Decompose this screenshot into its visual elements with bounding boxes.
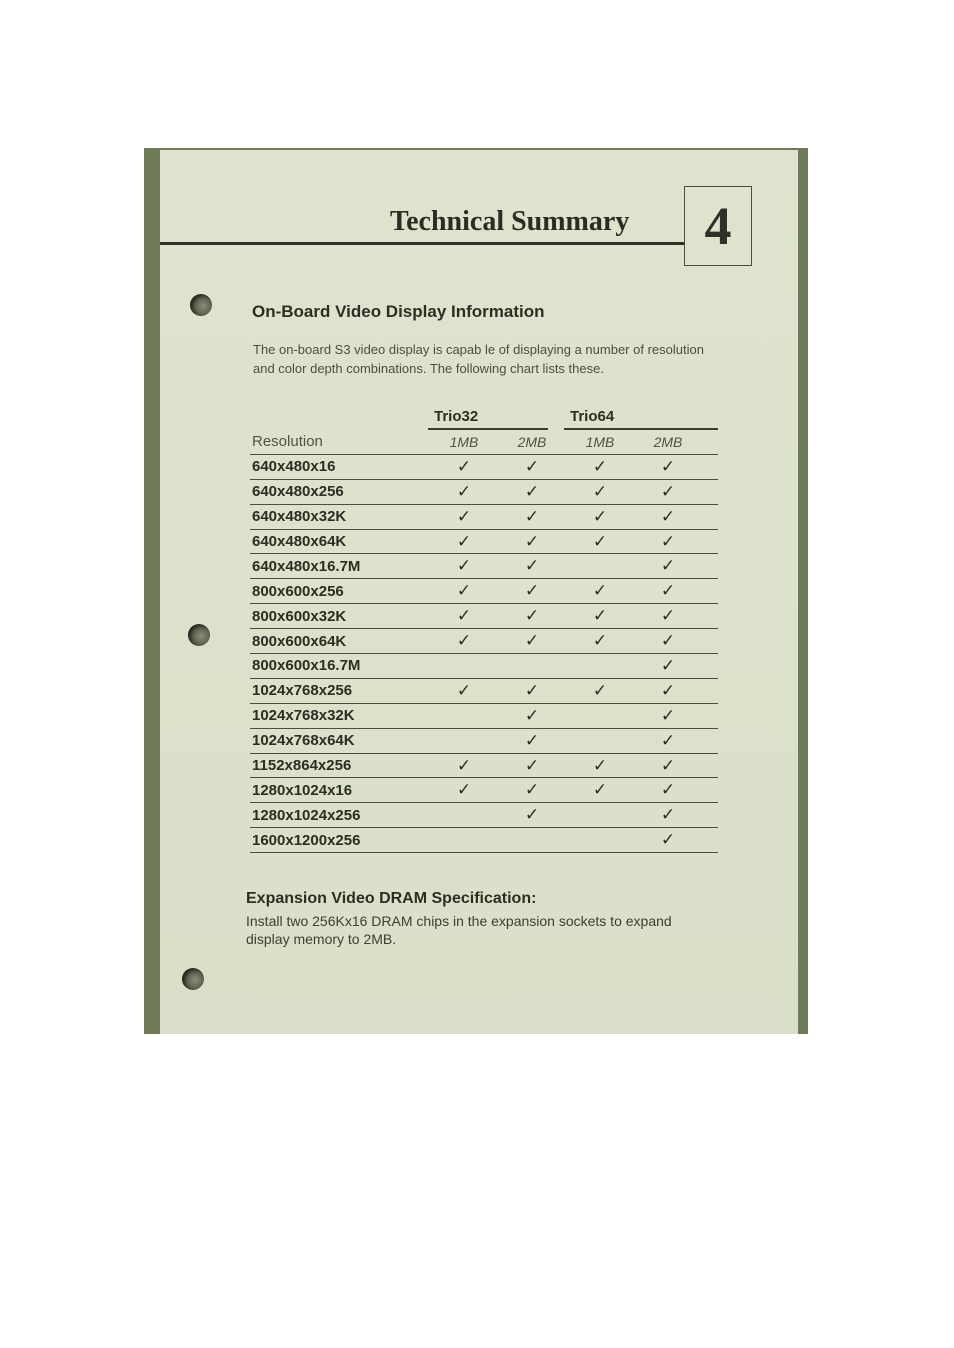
binder-hole-icon: [188, 624, 210, 646]
resolution-label: 1024x768x256: [252, 682, 353, 700]
support-check-icon: ✓: [524, 680, 540, 700]
table-row: [250, 803, 718, 828]
support-check-icon: ✓: [592, 531, 608, 551]
resolution-label: 640x480x256: [252, 483, 344, 501]
support-check-icon: ✓: [660, 556, 676, 576]
support-check-icon: ✓: [456, 531, 472, 551]
resolution-label: 1280x1024x16: [252, 781, 353, 799]
resolution-label: 640x480x16.7M: [252, 557, 361, 575]
support-check-icon: ✓: [456, 556, 472, 576]
support-check-icon: ✓: [660, 531, 676, 551]
resolution-label: 1024x768x32K: [252, 707, 355, 725]
table-row: [250, 554, 718, 579]
resolution-table: [250, 406, 718, 853]
support-check-icon: ✓: [660, 730, 676, 750]
table-row: [250, 604, 718, 629]
support-check-icon: ✓: [592, 456, 608, 476]
resolution-label: 800x600x64K: [252, 632, 347, 650]
binder-hole-icon: [182, 968, 204, 990]
support-check-icon: ✓: [592, 780, 608, 800]
page-title: Technical Summary: [390, 206, 630, 237]
support-check-icon: ✓: [524, 506, 540, 526]
table-row: [250, 629, 718, 654]
support-check-icon: ✓: [524, 730, 540, 750]
support-check-icon: ✓: [592, 506, 608, 526]
document-photo: [144, 148, 808, 1034]
resolution-label: 640x480x64K: [252, 533, 347, 550]
support-check-icon: ✓: [660, 755, 676, 775]
support-check-icon: ✓: [660, 805, 676, 825]
support-check-icon: ✓: [660, 581, 676, 601]
table-row: [250, 530, 718, 555]
support-check-icon: ✓: [592, 755, 608, 775]
manual-page: [160, 150, 798, 1034]
support-check-icon: ✓: [660, 830, 676, 850]
table-row: [250, 579, 718, 604]
column-header-resolution: Resolution: [252, 433, 323, 451]
group-label-trio32: Trio32: [434, 408, 479, 425]
table-header-row: [250, 430, 718, 455]
support-check-icon: ✓: [660, 481, 676, 501]
table-row: [250, 754, 718, 779]
support-check-icon: ✓: [524, 556, 540, 576]
support-check-icon: ✓: [660, 456, 676, 476]
table-row: [250, 704, 718, 729]
support-check-icon: ✓: [456, 506, 472, 526]
chapter-number: 4: [684, 186, 752, 266]
support-check-icon: ✓: [524, 606, 540, 626]
column-header-trio32-1mb: 1MB: [449, 433, 479, 450]
support-check-icon: ✓: [524, 780, 540, 800]
support-check-icon: ✓: [524, 755, 540, 775]
table-row: [250, 505, 718, 530]
resolution-label: 1600x1200x256: [252, 831, 361, 849]
table-body: [250, 430, 718, 853]
support-check-icon: ✓: [456, 631, 472, 651]
support-check-icon: ✓: [524, 456, 540, 476]
support-check-icon: ✓: [660, 780, 676, 800]
support-check-icon: ✓: [660, 680, 676, 700]
table-row: [250, 679, 718, 704]
support-check-icon: ✓: [524, 581, 540, 601]
support-check-icon: ✓: [592, 481, 608, 501]
resolution-label: 1152x864x256: [252, 757, 352, 775]
support-check-icon: ✓: [524, 631, 540, 651]
support-check-icon: ✓: [456, 780, 472, 800]
support-check-icon: ✓: [660, 506, 676, 526]
group-label-trio64: Trio64: [570, 408, 615, 425]
header-rule: [160, 242, 684, 245]
group-underline: [428, 428, 548, 430]
support-check-icon: ✓: [456, 680, 472, 700]
support-check-icon: ✓: [592, 631, 608, 651]
column-header-trio32-2mb: 2MB: [517, 433, 547, 450]
resolution-label: 800x600x256: [252, 582, 344, 600]
support-check-icon: ✓: [524, 805, 540, 825]
support-check-icon: ✓: [456, 481, 472, 501]
support-check-icon: ✓: [456, 755, 472, 775]
table-row: [250, 480, 718, 505]
support-check-icon: ✓: [660, 631, 676, 651]
column-header-trio64-2mb: 2MB: [653, 433, 683, 450]
intro-paragraph: The on-board S3 video display is capab le of displaying a number of resolution and color depth combinations. The following chart lists these.: [253, 342, 704, 376]
column-header-trio64-1mb: 1MB: [585, 433, 615, 450]
support-check-icon: ✓: [456, 606, 472, 626]
support-check-icon: ✓: [660, 705, 676, 725]
table-row: [250, 654, 718, 679]
support-check-icon: ✓: [456, 581, 472, 601]
support-check-icon: ✓: [660, 606, 676, 626]
resolution-label: 800x600x32K: [252, 607, 347, 625]
expansion-title: Expansion Video DRAM Specification:: [246, 890, 537, 907]
support-check-icon: ✓: [660, 655, 676, 675]
support-check-icon: ✓: [592, 680, 608, 700]
support-check-icon: ✓: [456, 456, 472, 476]
support-check-icon: ✓: [524, 531, 540, 551]
resolution-label: 1024x768x64K: [252, 732, 355, 750]
binder-hole-icon: [190, 294, 212, 316]
group-underline: [564, 428, 718, 430]
table-row: [250, 778, 718, 803]
resolution-label: 640x480x32K: [252, 508, 347, 526]
resolution-label: 1280x1024x256: [252, 806, 361, 824]
table-row: [250, 828, 718, 853]
table-row: [250, 455, 718, 480]
support-check-icon: ✓: [592, 581, 608, 601]
table-group-header: [250, 406, 718, 430]
table-row: [250, 729, 718, 754]
support-check-icon: ✓: [592, 606, 608, 626]
support-check-icon: ✓: [524, 705, 540, 725]
resolution-label: 640x480x16: [252, 458, 336, 476]
support-check-icon: ✓: [524, 481, 540, 501]
section-title: On-Board Video Display Information: [252, 302, 545, 321]
expansion-paragraph: Install two 256Kx16 DRAM chips in the expansion sockets to expand display memory to 2MB.: [246, 913, 672, 947]
resolution-label: 800x600x16.7M: [252, 657, 361, 675]
